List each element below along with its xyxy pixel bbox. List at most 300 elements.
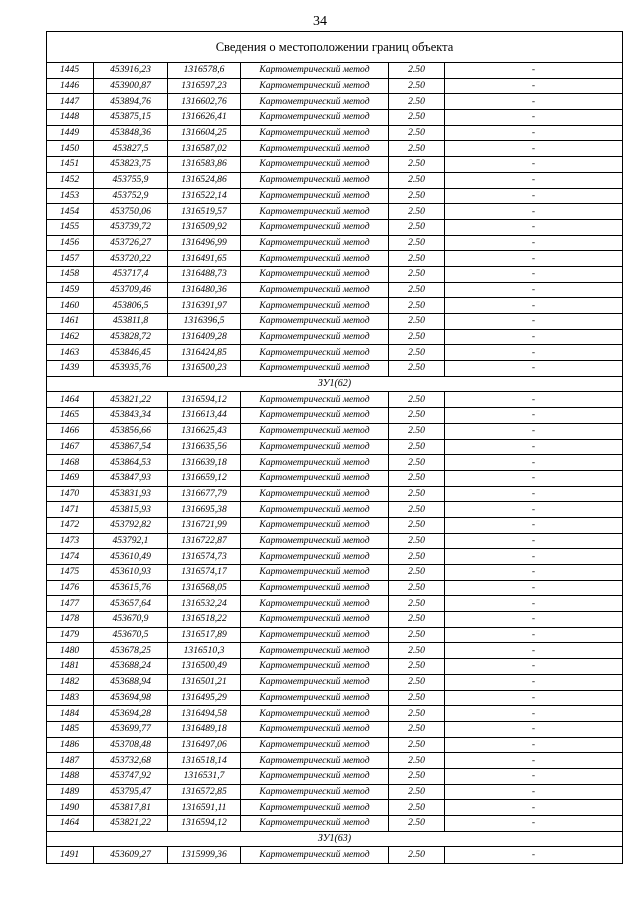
description-cell: -: [445, 392, 623, 408]
point-number-cell: 1460: [47, 298, 94, 314]
section-header-row: [47, 831, 623, 847]
method-cell: Картометрический метод: [241, 643, 389, 659]
method-cell: Картометрический метод: [241, 674, 389, 690]
y-coordinate-cell: 1316574,17: [168, 565, 241, 581]
table-title: Сведения о местоположении границ объекта: [47, 32, 623, 63]
method-cell: Картометрический метод: [241, 125, 389, 141]
accuracy-cell: 2.50: [389, 298, 445, 314]
table-row: [47, 612, 623, 628]
description-cell: -: [445, 204, 623, 220]
table-row: [47, 627, 623, 643]
description-cell: -: [445, 627, 623, 643]
method-cell: Картометрический метод: [241, 266, 389, 282]
accuracy-cell: 2.50: [389, 502, 445, 518]
y-coordinate-cell: 1316517,89: [168, 627, 241, 643]
method-cell: Картометрический метод: [241, 157, 389, 173]
y-coordinate-cell: 1316489,18: [168, 721, 241, 737]
table-row: [47, 219, 623, 235]
method-cell: Картометрический метод: [241, 502, 389, 518]
table-row: [47, 63, 623, 79]
x-coordinate-cell: 453806,5: [94, 298, 168, 314]
section-header: ЗУ1(63): [47, 831, 623, 847]
method-cell: Картометрический метод: [241, 188, 389, 204]
y-coordinate-cell: 1316409,28: [168, 329, 241, 345]
accuracy-cell: 2.50: [389, 204, 445, 220]
description-cell: -: [445, 251, 623, 267]
x-coordinate-cell: 453828,72: [94, 329, 168, 345]
method-cell: Картометрический метод: [241, 63, 389, 79]
x-coordinate-cell: 453732,68: [94, 753, 168, 769]
method-cell: Картометрический метод: [241, 329, 389, 345]
y-coordinate-cell: 1315999,36: [168, 847, 241, 864]
y-coordinate-cell: 1316396,5: [168, 314, 241, 330]
accuracy-cell: 2.50: [389, 580, 445, 596]
method-cell: Картометрический метод: [241, 314, 389, 330]
x-coordinate-cell: 453610,49: [94, 549, 168, 565]
x-coordinate-cell: 453717,4: [94, 266, 168, 282]
y-coordinate-cell: 1316510,3: [168, 643, 241, 659]
point-number-cell: 1467: [47, 439, 94, 455]
method-cell: Картометрический метод: [241, 596, 389, 612]
table-row: [47, 298, 623, 314]
method-cell: Картометрический метод: [241, 345, 389, 361]
x-coordinate-cell: 453688,24: [94, 659, 168, 675]
description-cell: -: [445, 63, 623, 79]
y-coordinate-cell: 1316613,44: [168, 408, 241, 424]
x-coordinate-cell: 453817,81: [94, 800, 168, 816]
description-cell: -: [445, 141, 623, 157]
point-number-cell: 1455: [47, 219, 94, 235]
x-coordinate-cell: 453610,93: [94, 565, 168, 581]
y-coordinate-cell: 1316500,49: [168, 659, 241, 675]
y-coordinate-cell: 1316639,18: [168, 455, 241, 471]
x-coordinate-cell: 453847,93: [94, 470, 168, 486]
accuracy-cell: 2.50: [389, 706, 445, 722]
description-cell: -: [445, 596, 623, 612]
accuracy-cell: 2.50: [389, 439, 445, 455]
x-coordinate-cell: 453752,9: [94, 188, 168, 204]
table-row: [47, 408, 623, 424]
point-number-cell: 1474: [47, 549, 94, 565]
accuracy-cell: 2.50: [389, 157, 445, 173]
y-coordinate-cell: 1316572,85: [168, 784, 241, 800]
y-coordinate-cell: 1316391,97: [168, 298, 241, 314]
x-coordinate-cell: 453670,5: [94, 627, 168, 643]
point-number-cell: 1468: [47, 455, 94, 471]
point-number-cell: 1464: [47, 392, 94, 408]
x-coordinate-cell: 453831,93: [94, 486, 168, 502]
point-number-cell: 1476: [47, 580, 94, 596]
method-cell: Картометрический метод: [241, 580, 389, 596]
method-cell: Картометрический метод: [241, 816, 389, 832]
description-cell: -: [445, 816, 623, 832]
y-coordinate-cell: 1316721,99: [168, 517, 241, 533]
y-coordinate-cell: 1316532,24: [168, 596, 241, 612]
accuracy-cell: 2.50: [389, 188, 445, 204]
section-header-row: [47, 376, 623, 392]
table-row: [47, 235, 623, 251]
table-row: [47, 455, 623, 471]
method-cell: Картометрический метод: [241, 392, 389, 408]
x-coordinate-cell: 453848,36: [94, 125, 168, 141]
table-row: [47, 847, 623, 864]
point-number-cell: 1448: [47, 110, 94, 126]
point-number-cell: 1475: [47, 565, 94, 581]
method-cell: Картометрический метод: [241, 361, 389, 377]
method-cell: Картометрический метод: [241, 455, 389, 471]
x-coordinate-cell: 453747,92: [94, 768, 168, 784]
accuracy-cell: 2.50: [389, 737, 445, 753]
description-cell: -: [445, 565, 623, 581]
method-cell: Картометрический метод: [241, 737, 389, 753]
point-number-cell: 1451: [47, 157, 94, 173]
point-number-cell: 1447: [47, 94, 94, 110]
page-number: 34: [313, 14, 327, 29]
y-coordinate-cell: 1316574,73: [168, 549, 241, 565]
y-coordinate-cell: 1316488,73: [168, 266, 241, 282]
accuracy-cell: 2.50: [389, 125, 445, 141]
table-row: [47, 78, 623, 94]
x-coordinate-cell: 453739,72: [94, 219, 168, 235]
y-coordinate-cell: 1316501,21: [168, 674, 241, 690]
description-cell: -: [445, 470, 623, 486]
table-row: [47, 392, 623, 408]
point-number-cell: 1487: [47, 753, 94, 769]
y-coordinate-cell: 1316496,99: [168, 235, 241, 251]
description-cell: -: [445, 753, 623, 769]
method-cell: Картометрический метод: [241, 282, 389, 298]
accuracy-cell: 2.50: [389, 423, 445, 439]
point-number-cell: 1452: [47, 172, 94, 188]
accuracy-cell: 2.50: [389, 784, 445, 800]
method-cell: Картометрический метод: [241, 533, 389, 549]
y-coordinate-cell: 1316594,12: [168, 816, 241, 832]
table-row: [47, 659, 623, 675]
point-number-cell: 1485: [47, 721, 94, 737]
y-coordinate-cell: 1316494,58: [168, 706, 241, 722]
x-coordinate-cell: 453726,27: [94, 235, 168, 251]
x-coordinate-cell: 453694,28: [94, 706, 168, 722]
point-number-cell: 1483: [47, 690, 94, 706]
method-cell: Картометрический метод: [241, 627, 389, 643]
x-coordinate-cell: 453900,87: [94, 78, 168, 94]
table-row: [47, 157, 623, 173]
description-cell: -: [445, 329, 623, 345]
y-coordinate-cell: 1316568,05: [168, 580, 241, 596]
table-row: [47, 549, 623, 565]
method-cell: Картометрический метод: [241, 298, 389, 314]
description-cell: -: [445, 94, 623, 110]
y-coordinate-cell: 1316587,02: [168, 141, 241, 157]
y-coordinate-cell: 1316677,79: [168, 486, 241, 502]
accuracy-cell: 2.50: [389, 361, 445, 377]
y-coordinate-cell: 1316518,14: [168, 753, 241, 769]
accuracy-cell: 2.50: [389, 517, 445, 533]
x-coordinate-cell: 453843,34: [94, 408, 168, 424]
point-number-cell: 1491: [47, 847, 94, 864]
table-row: [47, 345, 623, 361]
method-cell: Картометрический метод: [241, 439, 389, 455]
y-coordinate-cell: 1316519,57: [168, 204, 241, 220]
x-coordinate-cell: 453815,93: [94, 502, 168, 518]
accuracy-cell: 2.50: [389, 565, 445, 581]
method-cell: Картометрический метод: [241, 251, 389, 267]
point-number-cell: 1473: [47, 533, 94, 549]
x-coordinate-cell: 453609,27: [94, 847, 168, 864]
description-cell: -: [445, 517, 623, 533]
method-cell: Картометрический метод: [241, 659, 389, 675]
x-coordinate-cell: 453846,45: [94, 345, 168, 361]
method-cell: Картометрический метод: [241, 612, 389, 628]
method-cell: Картометрический метод: [241, 172, 389, 188]
method-cell: Картометрический метод: [241, 721, 389, 737]
table-row: [47, 94, 623, 110]
method-cell: Картометрический метод: [241, 768, 389, 784]
description-cell: -: [445, 706, 623, 722]
table-row: [47, 768, 623, 784]
point-number-cell: 1488: [47, 768, 94, 784]
point-number-cell: 1463: [47, 345, 94, 361]
point-number-cell: 1470: [47, 486, 94, 502]
accuracy-cell: 2.50: [389, 314, 445, 330]
description-cell: -: [445, 361, 623, 377]
point-number-cell: 1477: [47, 596, 94, 612]
x-coordinate-cell: 453709,46: [94, 282, 168, 298]
point-number-cell: 1446: [47, 78, 94, 94]
y-coordinate-cell: 1316659,12: [168, 470, 241, 486]
description-cell: -: [445, 502, 623, 518]
point-number-cell: 1459: [47, 282, 94, 298]
table-row: [47, 533, 623, 549]
y-coordinate-cell: 1316424,85: [168, 345, 241, 361]
accuracy-cell: 2.50: [389, 470, 445, 486]
description-cell: -: [445, 345, 623, 361]
x-coordinate-cell: 453867,54: [94, 439, 168, 455]
x-coordinate-cell: 453827,5: [94, 141, 168, 157]
x-coordinate-cell: 453916,23: [94, 63, 168, 79]
x-coordinate-cell: 453792,82: [94, 517, 168, 533]
x-coordinate-cell: 453750,06: [94, 204, 168, 220]
table-row: [47, 188, 623, 204]
description-cell: -: [445, 314, 623, 330]
x-coordinate-cell: 453823,75: [94, 157, 168, 173]
accuracy-cell: 2.50: [389, 78, 445, 94]
y-coordinate-cell: 1316509,92: [168, 219, 241, 235]
table-row: [47, 204, 623, 220]
table-row: [47, 502, 623, 518]
accuracy-cell: 2.50: [389, 172, 445, 188]
description-cell: -: [445, 580, 623, 596]
x-coordinate-cell: 453615,76: [94, 580, 168, 596]
method-cell: Картометрический метод: [241, 219, 389, 235]
point-number-cell: 1486: [47, 737, 94, 753]
x-coordinate-cell: 453821,22: [94, 816, 168, 832]
method-cell: Картометрический метод: [241, 549, 389, 565]
accuracy-cell: 2.50: [389, 800, 445, 816]
table-row: [47, 721, 623, 737]
accuracy-cell: 2.50: [389, 659, 445, 675]
point-number-cell: 1484: [47, 706, 94, 722]
point-number-cell: 1480: [47, 643, 94, 659]
description-cell: -: [445, 408, 623, 424]
table-row: [47, 141, 623, 157]
accuracy-cell: 2.50: [389, 235, 445, 251]
accuracy-cell: 2.50: [389, 282, 445, 298]
y-coordinate-cell: 1316578,6: [168, 63, 241, 79]
y-coordinate-cell: 1316635,56: [168, 439, 241, 455]
description-cell: -: [445, 298, 623, 314]
description-cell: -: [445, 282, 623, 298]
accuracy-cell: 2.50: [389, 674, 445, 690]
point-number-cell: 1457: [47, 251, 94, 267]
x-coordinate-cell: 453821,22: [94, 392, 168, 408]
method-cell: Картометрический метод: [241, 408, 389, 424]
description-cell: -: [445, 78, 623, 94]
point-number-cell: 1454: [47, 204, 94, 220]
method-cell: Картометрический метод: [241, 78, 389, 94]
table-row: [47, 580, 623, 596]
point-number-cell: 1445: [47, 63, 94, 79]
point-number-cell: 1490: [47, 800, 94, 816]
accuracy-cell: 2.50: [389, 345, 445, 361]
description-cell: -: [445, 235, 623, 251]
accuracy-cell: 2.50: [389, 533, 445, 549]
table-row: [47, 110, 623, 126]
y-coordinate-cell: 1316626,41: [168, 110, 241, 126]
accuracy-cell: 2.50: [389, 627, 445, 643]
method-cell: Картометрический метод: [241, 94, 389, 110]
accuracy-cell: 2.50: [389, 329, 445, 345]
table-row: [47, 314, 623, 330]
accuracy-cell: 2.50: [389, 612, 445, 628]
table-row: [47, 784, 623, 800]
y-coordinate-cell: 1316604,25: [168, 125, 241, 141]
x-coordinate-cell: 453856,66: [94, 423, 168, 439]
x-coordinate-cell: 453875,15: [94, 110, 168, 126]
description-cell: -: [445, 847, 623, 864]
point-number-cell: 1465: [47, 408, 94, 424]
y-coordinate-cell: 1316522,14: [168, 188, 241, 204]
table-row: [47, 172, 623, 188]
y-coordinate-cell: 1316722,87: [168, 533, 241, 549]
point-number-cell: 1458: [47, 266, 94, 282]
y-coordinate-cell: 1316497,06: [168, 737, 241, 753]
x-coordinate-cell: 453670,9: [94, 612, 168, 628]
method-cell: Картометрический метод: [241, 470, 389, 486]
description-cell: -: [445, 643, 623, 659]
description-cell: -: [445, 737, 623, 753]
description-cell: -: [445, 219, 623, 235]
table-row: [47, 753, 623, 769]
point-number-cell: 1439: [47, 361, 94, 377]
x-coordinate-cell: 453755,9: [94, 172, 168, 188]
description-cell: -: [445, 455, 623, 471]
x-coordinate-cell: 453720,22: [94, 251, 168, 267]
method-cell: Картометрический метод: [241, 141, 389, 157]
table-row: [47, 251, 623, 267]
description-cell: -: [445, 172, 623, 188]
description-cell: -: [445, 549, 623, 565]
x-coordinate-cell: 453811,8: [94, 314, 168, 330]
table-row: [47, 643, 623, 659]
accuracy-cell: 2.50: [389, 94, 445, 110]
point-number-cell: 1472: [47, 517, 94, 533]
table-row: [47, 816, 623, 832]
accuracy-cell: 2.50: [389, 768, 445, 784]
x-coordinate-cell: 453792,1: [94, 533, 168, 549]
x-coordinate-cell: 453694,98: [94, 690, 168, 706]
y-coordinate-cell: 1316597,23: [168, 78, 241, 94]
point-number-cell: 1481: [47, 659, 94, 675]
description-cell: -: [445, 266, 623, 282]
method-cell: Картометрический метод: [241, 847, 389, 864]
y-coordinate-cell: 1316594,12: [168, 392, 241, 408]
accuracy-cell: 2.50: [389, 690, 445, 706]
y-coordinate-cell: 1316531,7: [168, 768, 241, 784]
y-coordinate-cell: 1316518,22: [168, 612, 241, 628]
description-cell: -: [445, 423, 623, 439]
description-cell: -: [445, 533, 623, 549]
accuracy-cell: 2.50: [389, 753, 445, 769]
description-cell: -: [445, 125, 623, 141]
point-number-cell: 1471: [47, 502, 94, 518]
method-cell: Картометрический метод: [241, 486, 389, 502]
accuracy-cell: 2.50: [389, 721, 445, 737]
description-cell: -: [445, 439, 623, 455]
accuracy-cell: 2.50: [389, 408, 445, 424]
table-row: [47, 565, 623, 581]
point-number-cell: 1456: [47, 235, 94, 251]
y-coordinate-cell: 1316500,23: [168, 361, 241, 377]
method-cell: Картометрический метод: [241, 753, 389, 769]
description-cell: -: [445, 659, 623, 675]
method-cell: Картометрический метод: [241, 110, 389, 126]
table-title-row: [47, 32, 623, 63]
accuracy-cell: 2.50: [389, 110, 445, 126]
accuracy-cell: 2.50: [389, 266, 445, 282]
point-number-cell: 1479: [47, 627, 94, 643]
method-cell: Картометрический метод: [241, 784, 389, 800]
point-number-cell: 1469: [47, 470, 94, 486]
point-number-cell: 1461: [47, 314, 94, 330]
point-number-cell: 1450: [47, 141, 94, 157]
accuracy-cell: 2.50: [389, 816, 445, 832]
method-cell: Картометрический метод: [241, 204, 389, 220]
x-coordinate-cell: 453699,77: [94, 721, 168, 737]
table-row: [47, 517, 623, 533]
y-coordinate-cell: 1316583,86: [168, 157, 241, 173]
y-coordinate-cell: 1316591,11: [168, 800, 241, 816]
table-row: [47, 486, 623, 502]
accuracy-cell: 2.50: [389, 549, 445, 565]
x-coordinate-cell: 453894,76: [94, 94, 168, 110]
description-cell: -: [445, 612, 623, 628]
table-row: [47, 125, 623, 141]
y-coordinate-cell: 1316625,43: [168, 423, 241, 439]
x-coordinate-cell: 453688,94: [94, 674, 168, 690]
accuracy-cell: 2.50: [389, 392, 445, 408]
accuracy-cell: 2.50: [389, 643, 445, 659]
point-number-cell: 1462: [47, 329, 94, 345]
description-cell: -: [445, 800, 623, 816]
method-cell: Картометрический метод: [241, 423, 389, 439]
method-cell: Картометрический метод: [241, 690, 389, 706]
x-coordinate-cell: 453935,76: [94, 361, 168, 377]
point-number-cell: 1466: [47, 423, 94, 439]
description-cell: -: [445, 157, 623, 173]
table-row: [47, 423, 623, 439]
table-row: [47, 329, 623, 345]
